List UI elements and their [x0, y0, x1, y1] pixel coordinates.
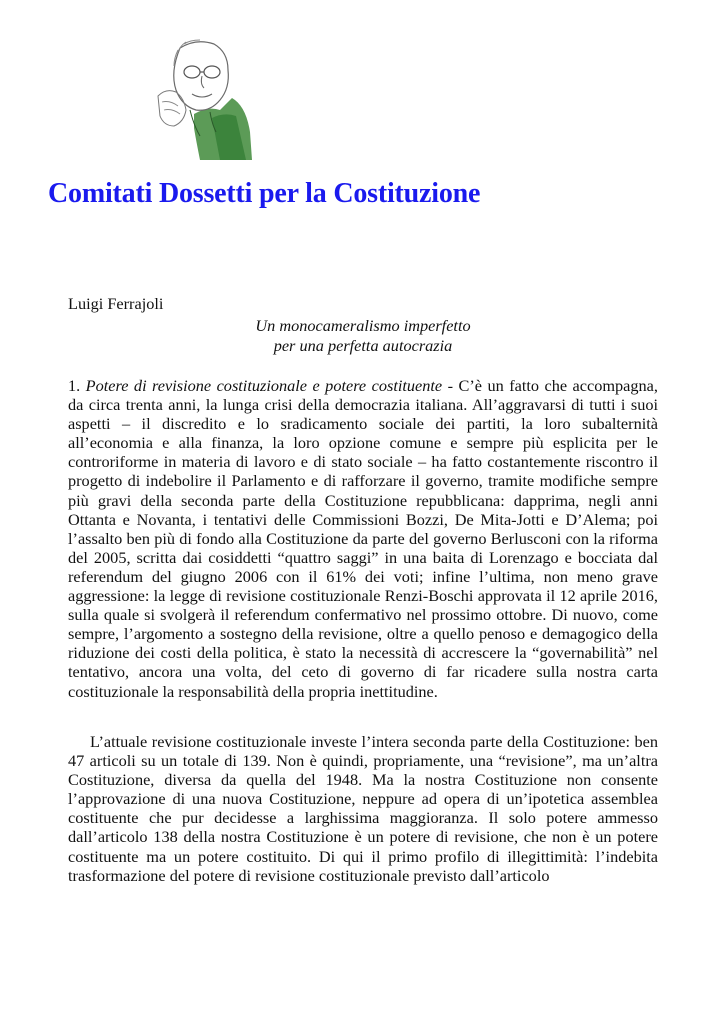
article-title-line-2: per una perfetta autocrazia [273, 336, 453, 355]
organization-title: Comitati Dossetti per la Costituzione [48, 178, 481, 209]
portrait-sketch-icon [150, 36, 254, 160]
article-title [68, 316, 658, 356]
section-heading: Potere di revisione costituzionale e potere costituente [85, 376, 443, 395]
article-title-line-1: Un monocameralismo imperfetto [255, 316, 471, 335]
paragraph-1 [68, 376, 658, 701]
paragraph-2: L’attuale revisione costituzionale investe l’intera seconda parte della Costituzione: ben 47 articoli su un totale di 139. Non è quindi, propriamente, una “revisione”, ma un’altra Costituzione, diversa da quella del 1948. Ma la nostra Costituzione non consente l’approvazione di una nuova Costituzione, neppure ad opera di un’ipotetica assemblea costituente che pur decidesse a larghissima maggioranza. Il solo potere ammesso dall’articolo 138 della nostra Costituzione è un potere di revisione, che non è un potere costituente ma un potere costituito. Di qui il primo profilo di illegittimità: l’indebita trasformazione del potere di revisione costituzionale previsto dall’articolo [68, 732, 658, 885]
author-name: Luigi Ferrajoli [68, 294, 164, 313]
paragraph-1-body: - C’è un fatto che accompagna, da circa trenta anni, la lunga crisi della democrazia italiana. All’aggravarsi di tutti i suoi aspetti – il discredito e lo sradicamento sociale dei partiti, la loro subalternità all’economia e alla finanza, la loro opzione comune e sempre più esplicita per le controriforme in materia di lavoro e di stato sociale – ha fatto costantemente riscontro il progetto di indebolire il Parlamento e di rafforzare il governo, tramite modifiche sempre più gravi della seconda parte della Costituzione repubblicana: dapprima, negli anni Ottanta e Novanta, i tentativi delle Commissioni Bozzi, De Mita-Jotti e D’Alema; poi l’assalto ben più di fondo alla Costituzione da parte del governo Berlusconi con la riforma del 2005, scritta dai cosiddetti “quattro saggi” in una baita di Lorenzago e bocciata dal referendum del giugno 2006 con il 61% dei voti; infine l’ultima, non meno grave aggressione: la legge di revisione costituzionale Renzi-Boschi approvata il 12 aprile 2016, sulla quale si svolgerà il referendum confermativo nel prossimo ottobre. Di nuovo, come sempre, l’argomento a sostegno della revisione, oltre a quello penoso e demagogico della riduzione dei costi della politica, è stato la necessità di accrescere la “governabilità” nel tentativo, ancora una volta, del ceto di governo di far ricadere sulla nostra carta costituzionale la responsabilità della propria inettitudine. [68, 376, 658, 701]
section-number: 1. [68, 376, 86, 395]
